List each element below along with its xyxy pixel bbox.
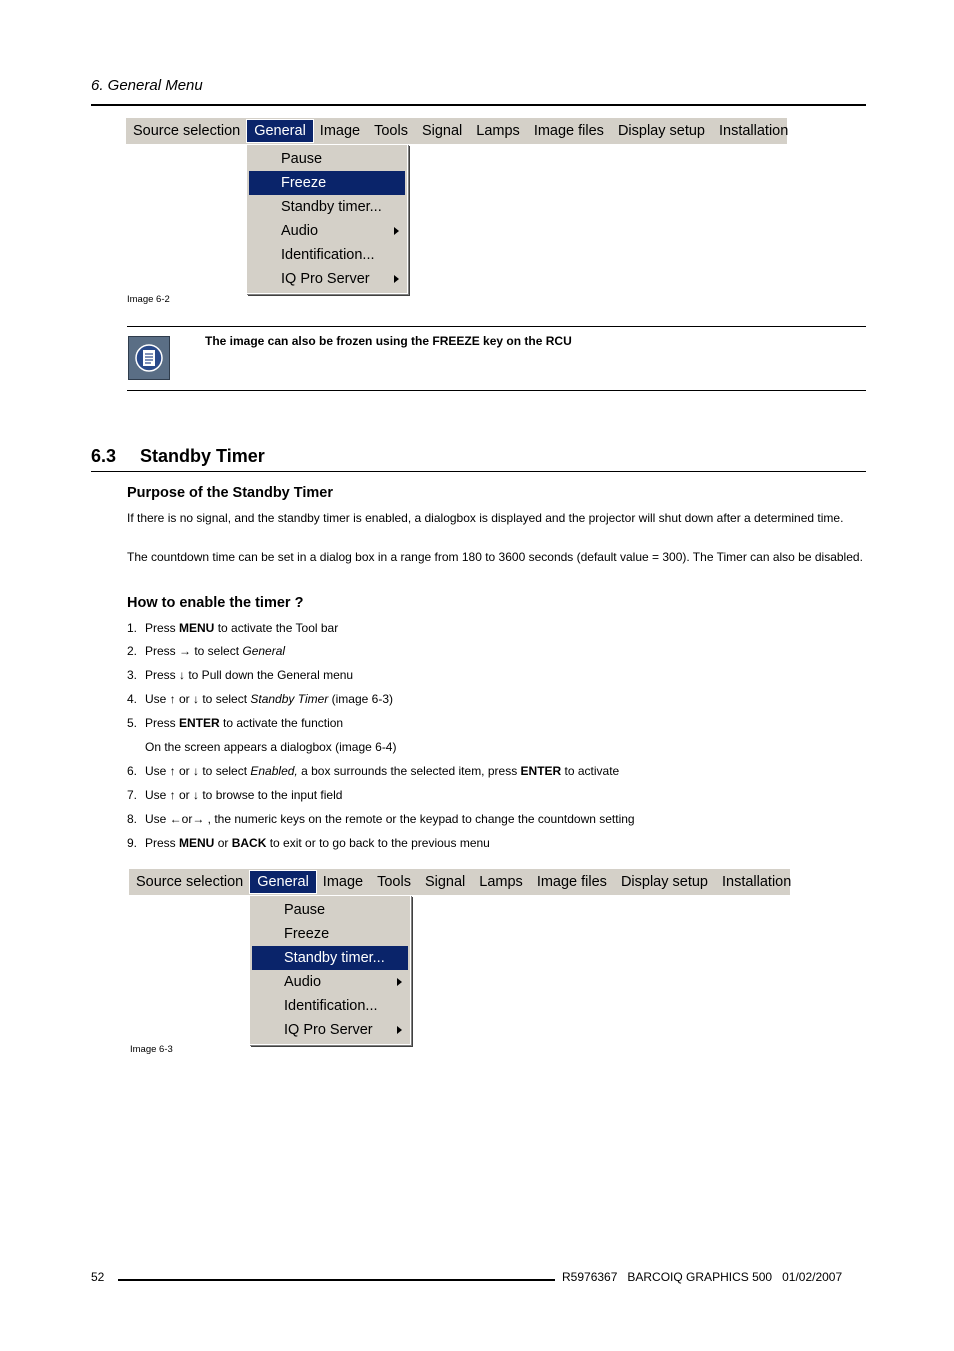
dropdown-item[interactable] (252, 994, 408, 1018)
menu-bar-item[interactable]: Source selection (136, 874, 244, 890)
menu-screenshot-2 (129, 869, 790, 895)
step-number: 4. (127, 692, 138, 706)
step-number: 3. (127, 668, 138, 682)
header-rule (91, 104, 866, 106)
step-number: 6. (127, 764, 138, 778)
step-item (127, 716, 343, 731)
step-text: Press (145, 621, 180, 635)
menu-bar (126, 118, 787, 144)
step-text: MENU (179, 621, 215, 635)
dropdown-item-label: Pause (284, 902, 326, 918)
step-item (127, 812, 635, 827)
menu-bar-item[interactable]: Source selection (133, 123, 241, 139)
step-number: 2. (127, 644, 138, 658)
step-text: Use ←or→ , the numeric keys on the remote or the keypad to change the countdown setting (145, 812, 635, 826)
submenu-arrow-icon (394, 275, 399, 283)
section-number: 6.3 (91, 446, 117, 466)
step-item (127, 668, 353, 683)
menu-bar-item[interactable]: Display setup (617, 123, 705, 139)
dropdown-item[interactable] (252, 946, 408, 970)
dropdown-item-label: Freeze (281, 175, 327, 191)
howto-heading: How to enable the timer ? (127, 595, 304, 611)
step-number: 5. (127, 716, 138, 730)
step-item (127, 836, 490, 851)
dropdown-item[interactable] (249, 195, 405, 219)
dropdown-item[interactable] (249, 219, 405, 243)
step-item (127, 621, 338, 636)
general-dropdown (246, 144, 408, 294)
note-text: The image can also be frozen using the FREEZE key on the RCU (205, 334, 572, 348)
menu-bar-item[interactable]: General (247, 120, 313, 142)
menu-bar-item[interactable]: Tools (377, 874, 411, 890)
step-item (127, 644, 285, 659)
menu-bar-item[interactable]: Image (319, 123, 361, 139)
section-title: Standby Timer (140, 446, 265, 466)
step-text: Press (145, 836, 180, 850)
general-dropdown (249, 895, 411, 1045)
menu-bar-item[interactable]: Lamps (479, 874, 523, 890)
dropdown-item[interactable] (252, 970, 408, 994)
dropdown-item[interactable] (249, 171, 405, 195)
menu-screenshot-1 (126, 118, 787, 144)
dropdown-item[interactable] (249, 147, 405, 171)
menu-bar-item[interactable]: Image files (533, 123, 604, 139)
dropdown-item[interactable] (252, 898, 408, 922)
step-text: to activate the Tool bar (214, 621, 339, 635)
note-icon (128, 336, 170, 380)
step-number: 1. (127, 621, 138, 635)
dropdown-item-label: Standby timer... (281, 199, 382, 215)
dropdown-item-label: Standby timer... (284, 950, 385, 966)
step-text: Press ↓ to Pull down the General menu (145, 668, 354, 682)
menu-bar-item[interactable]: Tools (374, 123, 408, 139)
note-bottom-rule (127, 390, 866, 391)
menu-bar-item[interactable]: Installation (718, 123, 789, 139)
footer-doc-info: R5976367 BARCOIQ GRAPHICS 500 01/02/2007 (562, 1270, 843, 1284)
step-item (127, 740, 396, 755)
submenu-arrow-icon (397, 1026, 402, 1034)
step-text: Press (145, 716, 180, 730)
step-text: MENU (179, 836, 215, 850)
dropdown-item-label: Pause (281, 151, 323, 167)
purpose-heading: Purpose of the Standby Timer (127, 485, 333, 501)
purpose-paragraph-2: The countdown time can be set in a dialog box in a range from 180 to 3600 seconds (default value = 300). The Timer can also be disabled. (127, 550, 863, 564)
menu-bar-item[interactable]: Signal (421, 123, 463, 139)
dropdown-item-label: IQ Pro Server (281, 271, 370, 287)
step-text: General (242, 644, 286, 658)
menu-bar-item[interactable]: Display setup (620, 874, 708, 890)
menu-bar-item[interactable]: Image files (536, 874, 607, 890)
step-text: ENTER (179, 716, 220, 730)
step-text: BACK (231, 836, 267, 850)
submenu-arrow-icon (397, 978, 402, 986)
section-heading (91, 446, 265, 467)
step-text: Standby Timer (250, 692, 329, 706)
section-rule (91, 471, 866, 472)
dropdown-item-label: Freeze (284, 926, 330, 942)
step-text: On the screen appears a dialogbox (image 6-4) (145, 740, 397, 754)
figure-caption: Image 6-3 (130, 1044, 173, 1055)
submenu-arrow-icon (394, 227, 399, 235)
dropdown-item[interactable] (252, 922, 408, 946)
menu-bar-item[interactable]: Signal (424, 874, 466, 890)
step-text: a box surrounds the selected item, press (297, 764, 521, 778)
figure-caption: Image 6-2 (127, 294, 170, 305)
menu-bar-item[interactable]: General (250, 871, 316, 893)
step-number: 7. (127, 788, 138, 802)
step-text: Enabled, (250, 764, 298, 778)
step-text: Press → to select (145, 644, 243, 658)
step-text: Use ↑ or ↓ to select (145, 692, 251, 706)
step-text: to activate (561, 764, 620, 778)
step-text: or (214, 836, 232, 850)
dropdown-item[interactable] (249, 267, 405, 291)
menu-bar-item[interactable]: Lamps (476, 123, 520, 139)
step-item (127, 764, 619, 779)
dropdown-item-label: Identification... (284, 998, 378, 1014)
step-text: (image 6-3) (328, 692, 393, 706)
step-item (127, 692, 393, 707)
menu-bar-item[interactable]: Image (322, 874, 364, 890)
step-text: to activate the function (219, 716, 344, 730)
step-number: 9. (127, 836, 138, 850)
dropdown-item[interactable] (249, 243, 405, 267)
step-item (127, 788, 342, 803)
dropdown-item-label: Audio (284, 974, 322, 990)
step-text: ENTER (520, 764, 562, 778)
step-number: 8. (127, 812, 138, 826)
dropdown-item[interactable] (252, 1018, 408, 1042)
chapter-title: 6. General Menu (91, 77, 203, 94)
footer-rule (118, 1279, 555, 1281)
step-text: Use ↑ or ↓ to browse to the input field (145, 788, 343, 802)
step-text: to exit or to go back to the previous menu (266, 836, 490, 850)
menu-bar-item[interactable]: Installation (721, 874, 792, 890)
purpose-paragraph-1: If there is no signal, and the standby timer is enabled, a dialogbox is displayed and the projector will shut down after a determined time. (127, 511, 844, 525)
step-text: Use ↑ or ↓ to select (145, 764, 251, 778)
dropdown-item-label: Identification... (281, 247, 375, 263)
page-number: 52 (91, 1270, 105, 1284)
note-top-rule (127, 326, 866, 327)
menu-bar (129, 869, 790, 895)
dropdown-item-label: IQ Pro Server (284, 1022, 373, 1038)
dropdown-item-label: Audio (281, 223, 319, 239)
